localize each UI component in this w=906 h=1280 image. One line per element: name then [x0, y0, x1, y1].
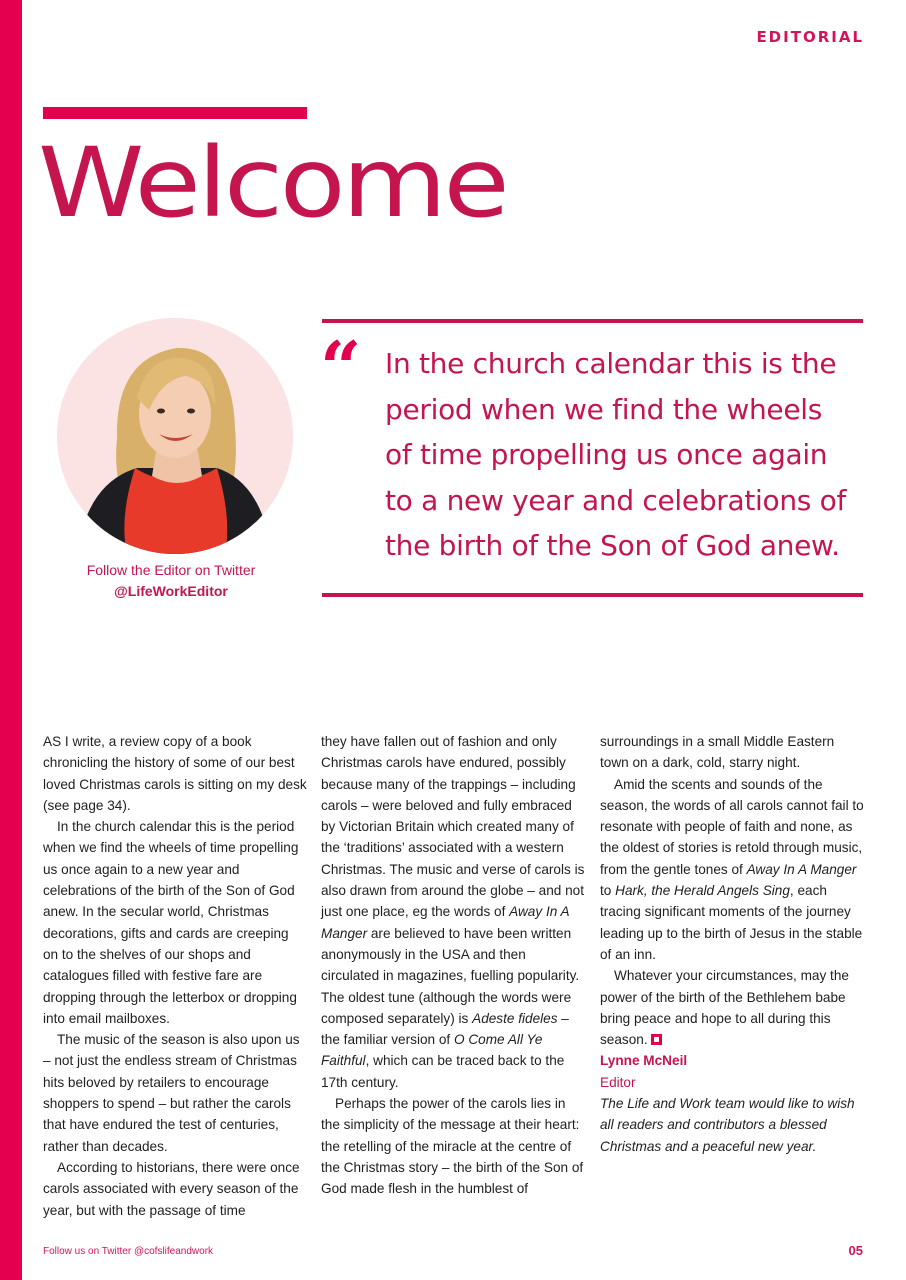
editor-photo [57, 318, 293, 554]
end-mark-icon [651, 1034, 662, 1045]
quote-mark-icon: “ [320, 325, 362, 410]
title-rule [43, 107, 307, 119]
side-accent-bar [0, 0, 22, 1280]
article-column-1 [43, 731, 307, 1221]
page-title: Welcome [38, 127, 507, 239]
editor-twitter-handle[interactable]: @LifeWorkEditor [114, 583, 228, 599]
follow-editor-label: Follow the Editor on Twitter [86, 562, 256, 578]
footer-twitter[interactable]: Follow us on Twitter @cofslifeandwork [43, 1246, 214, 1257]
quote-rule-top [322, 319, 863, 323]
quote-rule-bottom [322, 593, 863, 597]
paragraph: they have fallen out of fashion and only Christmas carols have endured, possibly because many of the trappings – including carols – were beloved and fully embraced by Victorian Britain which created many of the ‘traditions’ associated with a western Christmas. The music and verse of carols is also drawn from around the globe – and not just one place, eg the words of Away In A Manger are believed to have been written anonymously in the USA and then circulated in magazines, fuelling popularity. The oldest tune (although the words were composed separately) is Adeste fideles – the familiar version of O Come All Ye Faithful, which can be traced back to the 17th century. [321, 734, 585, 1090]
paragraph: Perhaps the power of the carols lies in the simplicity of the message at their heart: the retelling of the miracle at the centre of the Christmas story – the birth of the Son of God made flesh in the humblest of [321, 1096, 584, 1197]
paragraph: In the church calendar this is the period when we find the wheels of time propelling us once again to a new year and celebrations of the birth of the Son of God anew. In the secular world, Christmas decorations, gifts and cards are creeping on to the shelves of our shops and catalogues filled with festive fare are dropping through the letterbox or dropping into email mailboxes. [43, 819, 299, 1026]
pull-quote: In the church calendar this is the period when we find the wheels of time propelling us once again to a new year and celebrations of the birth of the Son of God anew. [385, 347, 847, 563]
editor-portrait-image [57, 318, 293, 554]
paragraph: surroundings in a small Middle Eastern town on a dark, cold, starry night. [600, 734, 835, 771]
christmas-wish: The Life and Work team would like to wish all readers and contributors a blessed Christmas and a peaceful new year. [600, 1096, 855, 1154]
page-number: 05 [848, 1243, 863, 1258]
paragraph: AS I write, a review copy of a book chronicling the history of some of our best loved Christmas carols is sitting on my desk (see page 34). [43, 734, 307, 813]
paragraph: The music of the season is also upon us – not just the endless stream of Christmas hits beloved by retailers to encourage shoppers to spend – but rather the carols that have endured the test of centuries, rather than decades. [43, 1032, 300, 1154]
paragraph: Whatever your circumstances, may the power of the birth of the Bethlehem babe bring peace and hope to all during this season. [600, 968, 849, 1048]
signature-name: Lynne McNeil [600, 1053, 688, 1069]
article-column-3 [600, 731, 864, 1157]
article-column-2 [321, 731, 585, 1200]
section-label: EDITORIAL [756, 28, 864, 46]
signature-role: Editor [600, 1074, 636, 1090]
paragraph: Amid the scents and sounds of the season, the words of all carols cannot fail to resonate with people of faith and none, as the oldest of stories is retold through music, from the gentle tones of Away In A Manger to Hark, the Herald Angels Sing, each tracing significant moments of the journey leading up to the birth of Jesus in the stable of an inn. [600, 776, 864, 962]
paragraph: According to historians, there were once carols associated with every season of the year, but with the passage of time [43, 1159, 300, 1218]
